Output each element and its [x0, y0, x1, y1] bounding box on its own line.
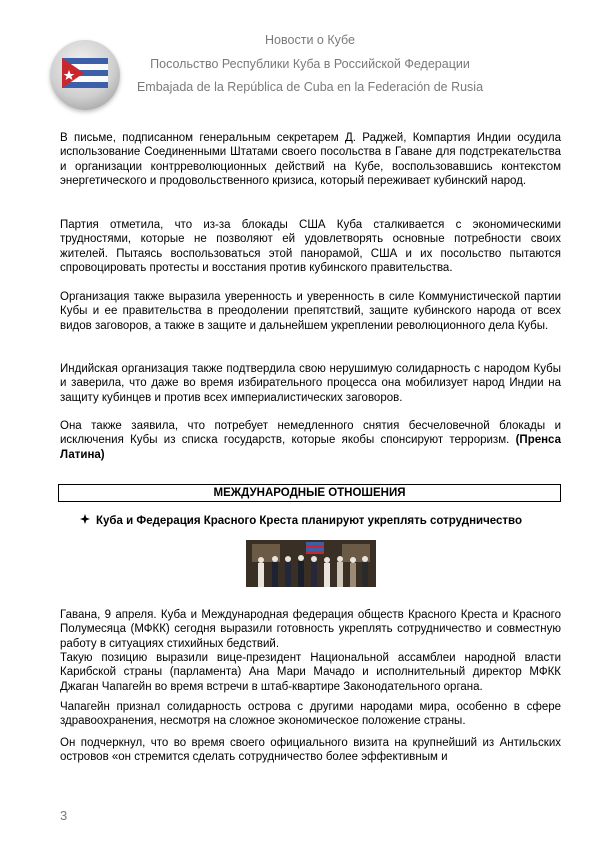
paragraph: Организация также выразила уверенность и уверенность в силе Коммунистической партии Кубы и ее правительства в преодолении препятствий, защите кубинского народа от всех видов заговоров, а также в защите и дальнейшем укреплении революционного дела Кубы. — [60, 291, 561, 332]
header-embassy-es: Embajada de la República de Cuba en la Federación de Rusia — [136, 80, 484, 94]
header-title: Новости о Кубе — [265, 33, 355, 47]
header-embassy-ru: Посольство Республики Куба в Российской Федерации — [150, 57, 470, 71]
paragraph-text: Она также заявила, что потребует немедленного снятия бесчеловечной блокады и исключения Кубы из списка государств, которые якобы спонсируют терроризм. — [60, 420, 561, 447]
paragraph: Индийская организация также подтвердила свою нерушимую солидарность с народом Кубы и заверила, что даже во время избирательного процесса она мобилизует народ Индии на защиту кубинцев и против всех империалистических заговоров. — [60, 363, 561, 404]
diamond-bullet-icon — [80, 514, 96, 527]
article-paragraph: Он подчеркнул, что во время своего официального визита на крупнейший из Антильских островов «он стремится сделать сотрудничество более эффективным и — [60, 737, 561, 764]
paragraph: Партия отметила, что из-за блокады США Куба сталкивается с экономическими трудностями, которые не позволяют ей удовлетворять основные потребности своих жителей. Пытаясь воспользоваться этой панорамой, США и их посольство пытаются спровоцировать протесты и восстания против кубинского правительства. — [60, 219, 561, 274]
article-paragraph: Гавана, 9 апреля. Куба и Международная федерация обществ Красного Креста и Красного Полумесяца (МФКК) сегодня выразили готовность укреплять сотрудничество и совместную работу в ситуациях стихийных бедствий. — [60, 609, 561, 650]
news-source: (Пренса Латина) — [60, 434, 561, 461]
article-paragraph: Такую позицию выразили вице-президент Национальной ассамблеи народной власти Карибской страны (парламента) Ана Мари Мачадо и исполнительный директор МФКК Джаган Чапагейн во время встречи в штаб-квартире Законодательного органа. — [60, 652, 561, 693]
cuban-flag-icon — [50, 40, 120, 110]
article-headline — [80, 514, 570, 527]
meeting-photo — [246, 540, 376, 587]
article-paragraph: Чапагейн признал солидарность острова с другими народами мира, особенно в сфере здравоохранения, несмотря на сложное экономическое положение страны. — [60, 701, 561, 728]
cuban-flag-globe-logo — [50, 40, 120, 110]
page-number: 3 — [60, 808, 68, 823]
headline-text: Куба и Федерация Красного Креста планируют укреплять сотрудничество — [96, 515, 522, 527]
paragraph-with-source — [60, 419, 561, 462]
paragraph: В письме, подписанном генеральным секретарем Д. Раджей, Компартия Индии осудила использование Соединенными Штатами своего посольства в Гаване для подстрекательства и организации контрреволюционных действий на Кубе, воспользовавшись контекстом энергетического и продовольственного кризиса, который переживает кубинский народ. — [60, 132, 561, 187]
section-heading: МЕЖДУНАРОДНЫЕ ОТНОШЕНИЯ — [58, 484, 561, 502]
